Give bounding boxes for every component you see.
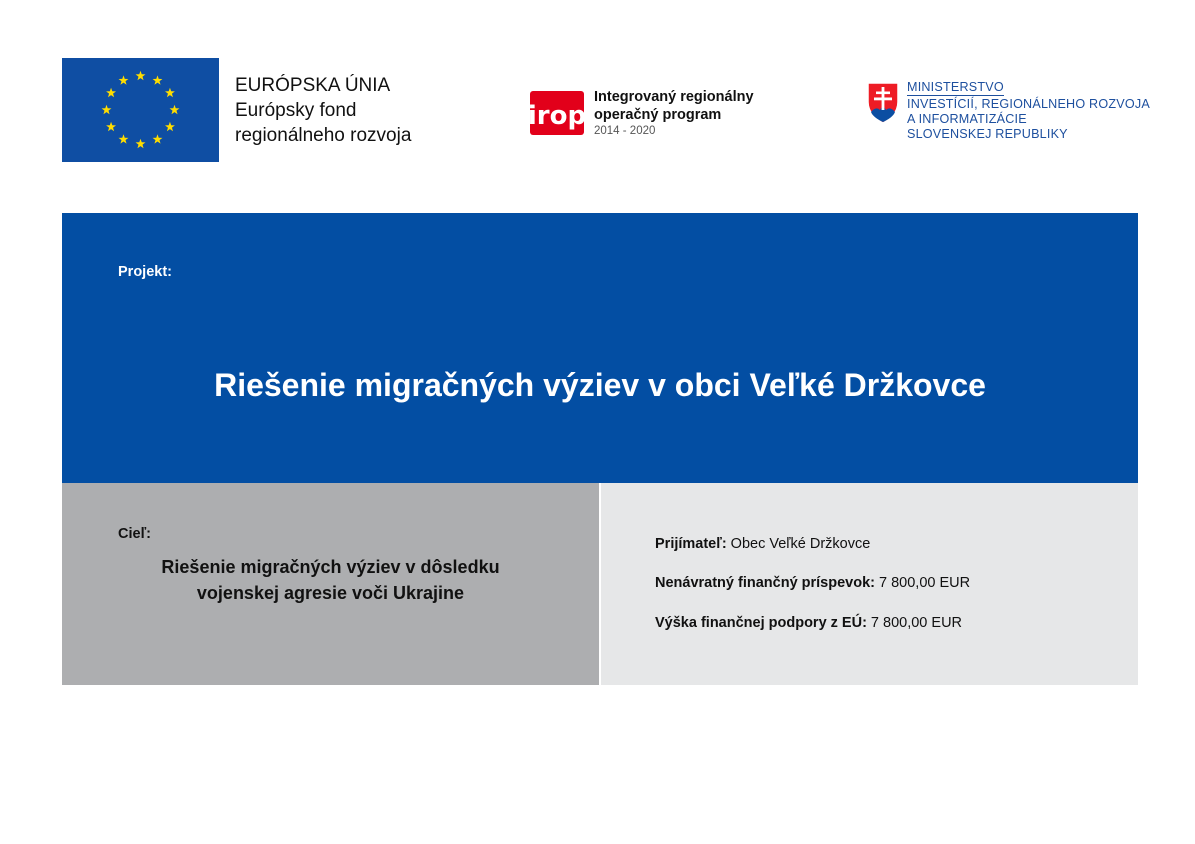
goal-text (62, 554, 599, 606)
project-label: Projekt: (118, 264, 172, 280)
ministry-text (907, 80, 1150, 142)
grant-value: 7 800,00 EUR (879, 575, 971, 591)
slovak-emblem-icon (867, 82, 899, 124)
eu-line3: regionálneho rozvoja (235, 125, 412, 146)
ministry-line4: SLOVENSKEJ REPUBLIKY (907, 127, 1068, 141)
eu-support-row (655, 615, 962, 631)
eu-star-icon (136, 71, 146, 80)
eu-star-icon (153, 75, 163, 84)
irop-line2: operačný program (594, 107, 722, 123)
recipient-label: Prijímateľ: (655, 536, 727, 552)
eu-line1: EURÓPSKA ÚNIA (235, 75, 391, 96)
irop-logo-icon (530, 91, 584, 135)
project-band (62, 213, 1138, 483)
eu-star-icon (165, 122, 175, 131)
eu-line2: Európsky fond (235, 100, 357, 121)
goal-line1: Riešenie migračných výziev v dôsledku (161, 557, 500, 577)
recipient-row (655, 536, 870, 552)
eu-star-icon (106, 122, 116, 131)
irop-logo-text: irop (530, 101, 584, 131)
eu-flag-icon (62, 58, 219, 162)
eu-support-label: Výška finančnej podpory z EÚ: (655, 615, 867, 631)
irop-text (594, 88, 754, 138)
eu-star-icon (102, 105, 112, 114)
eu-star-icon (153, 134, 163, 143)
grant-row (655, 575, 970, 591)
goal-label: Cieľ: (118, 526, 151, 542)
irop-line1: Integrovaný regionálny (594, 89, 754, 105)
irop-line3: 2014 - 2020 (594, 125, 656, 137)
eu-star-icon (170, 105, 180, 114)
goal-line2: vojenskej agresie voči Ukrajine (196, 583, 465, 603)
eu-text (235, 73, 411, 148)
eu-star-icon (119, 134, 129, 143)
eu-star-icon (165, 88, 175, 97)
recipient-value: Obec Veľké Držkovce (730, 536, 871, 552)
grant-label: Nenávratný finančný príspevok: (655, 575, 875, 591)
eu-star-icon (106, 88, 116, 97)
ministry-line3: A INFORMATIZÁCIE (907, 112, 1027, 126)
ministry-line2: INVESTÍCIÍ, REGIONÁLNEHO ROZVOJA (907, 97, 1150, 111)
eu-support-value: 7 800,00 EUR (870, 615, 963, 631)
eu-star-icon (119, 75, 129, 84)
ministry-line1: MINISTERSTVO (907, 80, 1004, 94)
project-title: Riešenie migračných výziev v obci Veľké Držkovce (214, 367, 986, 403)
eu-star-icon (136, 139, 146, 148)
